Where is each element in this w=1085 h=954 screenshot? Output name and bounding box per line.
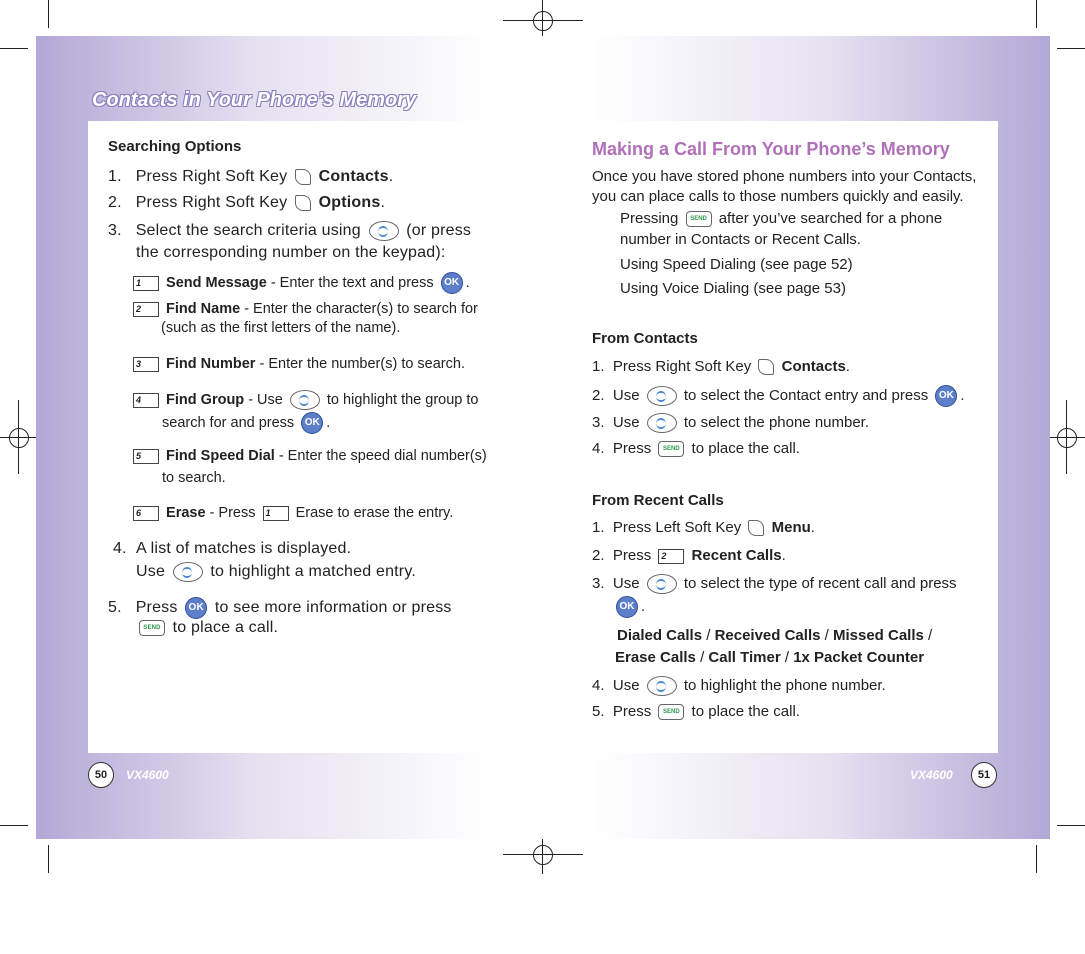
crop-mark: [0, 48, 28, 49]
left-step-3: 3. Select the search criteria using (or press: [108, 222, 472, 240]
send-key-icon: SEND: [658, 704, 684, 720]
key-1-icon: 1: [263, 506, 289, 521]
right-page-number: 51: [971, 762, 997, 788]
option-erase: 6 Erase - Press 1 Erase to erase the entry.: [130, 505, 453, 521]
ok-key-icon: OK: [301, 412, 323, 434]
send-key-icon: SEND: [686, 211, 712, 227]
pressing-line: Pressing SEND after you’ve searched for a phone: [620, 210, 943, 227]
navigation-key-icon: [647, 574, 677, 594]
navigation-key-icon: [647, 676, 677, 696]
key-1-icon: 1: [133, 276, 159, 291]
registration-mark: [9, 428, 29, 448]
contacts-step-1: 1. Press Right Soft Key Contacts.: [592, 358, 850, 375]
left-page-number: 50: [88, 762, 114, 788]
right-model-label: VX4600: [910, 768, 953, 782]
left-step-5: 5. Press OK to see more information or press: [108, 597, 452, 619]
recent-step-3-line2: OK .: [613, 596, 645, 618]
ok-key-icon: OK: [935, 385, 957, 407]
option-find-name-line2: (such as the first letters of the name).: [161, 320, 401, 336]
navigation-key-icon: [647, 413, 677, 433]
left-step-2: 2. Press Right Soft Key Options.: [108, 194, 386, 211]
key-6-icon: 6: [133, 506, 159, 521]
navigation-key-icon: [647, 386, 677, 406]
option-find-number: 3 Find Number - Enter the number(s) to search.: [130, 356, 465, 372]
voice-dialing-line: Using Voice Dialing (see page 53): [620, 280, 846, 297]
recent-step-5: 5. Press SEND to place the call.: [592, 703, 800, 720]
left-step-5-line2: SEND to place a call.: [136, 619, 278, 637]
speed-dialing-line: Using Speed Dialing (see page 52): [620, 256, 853, 273]
crop-mark: [1036, 0, 1037, 28]
navigation-key-icon: [173, 562, 203, 582]
ok-key-icon: OK: [441, 272, 463, 294]
key-4-icon: 4: [133, 393, 159, 408]
key-2-icon: 2: [658, 549, 684, 564]
crop-mark: [1036, 845, 1037, 873]
send-key-icon: SEND: [139, 620, 165, 636]
option-find-group: 4 Find Group - Use to highlight the group to: [130, 390, 478, 410]
recent-step-4: 4. Use to highlight the phone number.: [592, 676, 886, 696]
contacts-step-3: 3. Use to select the phone number.: [592, 413, 869, 433]
option-send-message: 1 Send Message - Enter the text and press OK .: [130, 272, 470, 294]
registration-mark: [533, 11, 553, 31]
intro-line-1: Once you have stored phone numbers into your Contacts,: [592, 168, 977, 185]
left-model-label: VX4600: [126, 768, 169, 782]
key-3-icon: 3: [133, 357, 159, 372]
intro-line-2: you can place calls to those numbers quickly and easily.: [592, 188, 964, 205]
navigation-key-icon: [290, 390, 320, 410]
recent-call-types-line-1: Dialed Calls / Received Calls / Missed Calls /: [617, 627, 933, 644]
pressing-line-2: number in Contacts or Recent Calls.: [620, 231, 861, 248]
key-2-icon: 2: [133, 302, 159, 317]
ok-key-icon: OK: [616, 596, 638, 618]
from-contacts-heading: From Contacts: [592, 330, 698, 347]
right-soft-key-icon: [295, 169, 311, 185]
recent-step-1: 1. Press Left Soft Key Menu.: [592, 519, 815, 536]
left-step-4-line2: Use to highlight a matched entry.: [136, 563, 416, 581]
contacts-step-4: 4. Press SEND to place the call.: [592, 440, 800, 457]
key-5-icon: 5: [133, 449, 159, 464]
crop-mark: [1057, 48, 1085, 49]
option-find-name: 2 Find Name - Enter the character(s) to search for: [130, 301, 478, 317]
contacts-step-2: 2. Use to select the Contact entry and press OK .: [592, 385, 965, 407]
option-find-speed-dial-line2: to search.: [162, 470, 226, 486]
crop-mark: [0, 825, 28, 826]
right-soft-key-icon: [758, 359, 774, 375]
recent-step-3: 3. Use to select the type of recent call and press: [592, 574, 957, 594]
left-soft-key-icon: [748, 520, 764, 536]
searching-options-heading: Searching Options: [108, 138, 242, 155]
crop-mark: [48, 0, 49, 28]
option-find-speed-dial: 5 Find Speed Dial - Enter the speed dial number(s): [130, 448, 487, 464]
registration-mark: [1057, 428, 1077, 448]
making-a-call-heading: Making a Call From Your Phone’s Memory: [592, 139, 950, 159]
crop-mark: [48, 845, 49, 873]
registration-mark: [533, 845, 553, 865]
navigation-key-icon: [369, 221, 399, 241]
recent-step-2: 2. Press 2 Recent Calls.: [592, 547, 786, 564]
left-step-3-line2: the corresponding number on the keypad):: [136, 244, 446, 261]
from-recent-calls-heading: From Recent Calls: [592, 492, 724, 509]
ok-key-icon: OK: [185, 597, 207, 619]
left-step-1: 1. Press Right Soft Key Contacts.: [108, 168, 394, 185]
recent-call-types-line-2: Erase Calls / Call Timer / 1x Packet Counter: [615, 649, 925, 666]
crop-mark: [1057, 825, 1085, 826]
option-find-group-line2: search for and press OK .: [162, 412, 330, 434]
page-title: Contacts in Your Phone’s Memory: [92, 89, 417, 111]
right-soft-key-icon: [295, 195, 311, 211]
send-key-icon: SEND: [658, 441, 684, 457]
left-step-4: 4. A list of matches is displayed.: [113, 540, 352, 557]
